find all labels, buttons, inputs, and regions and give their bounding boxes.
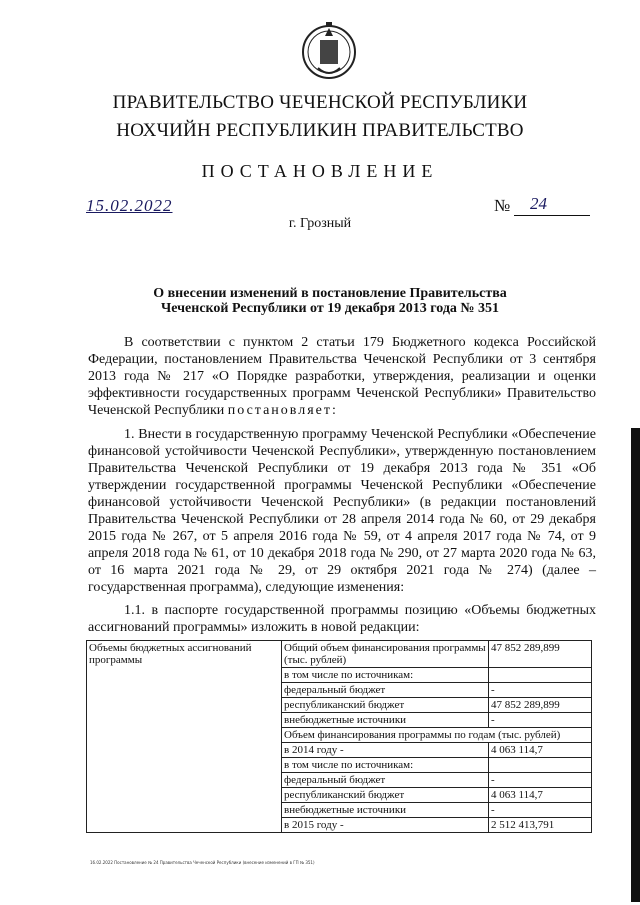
- document-date: 15.02.2022: [86, 196, 173, 215]
- table-row-label: в том числе по источникам:: [282, 758, 489, 773]
- number-label: №: [494, 196, 511, 215]
- resolves-word: постановляет:: [227, 403, 338, 418]
- table-row-value: -: [489, 713, 592, 728]
- table-row-label: в том числе по источникам:: [282, 668, 489, 683]
- table-row-label: внебюджетные источники: [282, 713, 489, 728]
- table-row-value: [489, 758, 592, 773]
- table-row-label: в 2015 году -: [282, 818, 489, 833]
- table-row-value: -: [489, 773, 592, 788]
- city-label: г. Грозный: [288, 216, 352, 231]
- preamble-text: В соответствии с пунктом 2 статьи 179 Бюджетного кодекса Российской Федерации, постановлением Правительства Чеченской Республики от 3 сентября 2013 года № 217 «О Порядке разработки, утверждения, реализации и оценки эффективности государственных программ Чеченской Республики» Правительство Чеченской Республики: [88, 335, 596, 418]
- table-row-label: внебюджетные источники: [282, 803, 489, 818]
- document-number: 24: [530, 194, 547, 213]
- table-row-value: 2 512 413,791: [489, 818, 592, 833]
- table-row-value: 4 063 114,7: [489, 743, 592, 758]
- document-type-title: ПОСТАНОВЛЕНИЕ: [201, 161, 439, 181]
- item-1-paragraph: 1. Внести в государственную программу Чеченской Республики «Обеспечение финансовой устойчивости Чеченской Республики», утвержденную постановлением Правительства Чеченской Республики от 19 декабря 2013 года № 351 «Об утверждении государственной программы Чеченской Республики «Обеспечение финансовой устойчивости Чеченской Республики» (в редакции постановлений Правительства Чеченской Республики от 28 апреля 2014 года № 60, от 29 декабря 2015 года № 267, от 5 апреля 2016 года № 59, от 4 апреля 2017 года № 74, от 9 апреля 2018 года № 61, от 10 декабря 2018 года № 290, от 27 марта 2020 года № 63, от 16 марта 2021 года № 29, от 29 октября 2021 года № 274) (далее – государственная программа), следующие изменения:: [88, 427, 596, 595]
- government-name-chechen: НОХЧИЙН РЕСПУБЛИКИН ПРАВИТЕЛЬСТВО: [116, 120, 524, 141]
- table-row-value: 4 063 114,7: [489, 788, 592, 803]
- budget-table: [86, 640, 592, 833]
- table-row-value: -: [489, 683, 592, 698]
- footer-file-info: 16.02.2022 Постановление № 24 Правительства Чеченской Республики (внесение изменений в ГП № 351): [90, 860, 315, 865]
- government-name-russian: ПРАВИТЕЛЬСТВО ЧЕЧЕНСКОЙ РЕСПУБЛИКИ: [112, 92, 528, 113]
- item-1-1-paragraph: 1.1. в паспорте государственной программы позицию «Объемы бюджетных ассигнований программы» изложить в новой редакции:: [88, 603, 596, 635]
- table-row-label: в 2014 году -: [282, 743, 489, 758]
- table-row-label: республиканский бюджет: [282, 698, 489, 713]
- table-row-label: федеральный бюджет: [282, 773, 489, 788]
- table-row-label: республиканский бюджет: [282, 788, 489, 803]
- table-row-label: Общий объем финансирования программы (тыс. рублей): [282, 641, 489, 668]
- table-left-header: Объемы бюджетных ассигнований программы: [87, 641, 282, 833]
- subject-line-2: Чеченской Республики от 19 декабря 2013 года № 351: [161, 301, 499, 316]
- coat-of-arms-icon: [300, 18, 358, 88]
- table-row-value: 47 852 289,899: [489, 641, 592, 668]
- table-row-label: федеральный бюджет: [282, 683, 489, 698]
- preamble-paragraph: [88, 334, 596, 419]
- scan-edge-bar: [631, 428, 640, 902]
- table-row-value: 47 852 289,899: [489, 698, 592, 713]
- table-row-value: [489, 668, 592, 683]
- table-row-value: -: [489, 803, 592, 818]
- document-subject: [120, 286, 540, 316]
- table-by-years-label: Объем финансирования программы по годам (тыс. рублей): [282, 728, 592, 743]
- subject-line-1: О внесении изменений в постановление Правительства: [153, 286, 507, 301]
